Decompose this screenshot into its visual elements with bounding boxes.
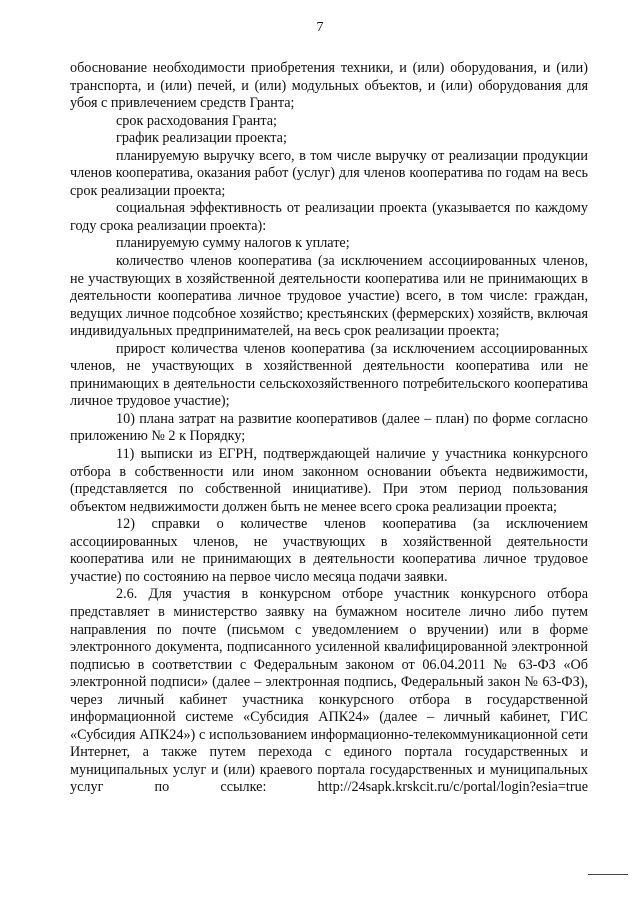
paragraph-item-10: 10) плана затрат на развитие кооперативов (далее – план) по форме согласно приложению № 2 к Порядку; bbox=[70, 410, 588, 445]
footer-rule bbox=[588, 874, 628, 875]
paragraph-justification-continued: обоснование необходимости приобретения техники, и (или) оборудования, и (или) транспорта, и (или) печей, и (или) модульных объектов, и (или) оборудования для убоя с привлечением средств Гранта; bbox=[70, 60, 588, 112]
paragraph-members-count: количество членов кооператива (за исключением ассоциированных членов, не участвующих в хозяйственной деятельности кооператива или не принимающих в деятельности кооператива личное трудовое участие) всего, в том числе: граждан, ведущих личное подсобное хозяйство; крестьянских (фермерских) хозяйств, включая индивидуальных предпринимателей, на весь срок реализации проекта; bbox=[70, 253, 588, 340]
paragraph-social-efficiency: социальная эффективность от реализации проекта (указывается по каждому году срока реализации проекта): bbox=[70, 200, 588, 234]
paragraph-project-schedule: график реализации проекта; bbox=[116, 130, 287, 147]
paragraph-section-2-6: 2.6. Для участия в конкурсном отборе участник конкурсного отбора представляет в министерство заявку на бумажном носителе лично либо путем направления по почте (письмом с уведомлением о вручении) или в форме электронного документа, подписанного усиленной квалифицированной электронной подписью в соответствии с Федеральным законом от 06.04.2011 № 63-ФЗ «Об электронной подписи» (далее – электронная подпись, Федеральный закон № 63-ФЗ), через личный кабинет участника конкурсного отбора в государственной информационной системе «Субсидия АПК24» (далее – личный кабинет, ГИС «Субсидия АПК24») с использованием информационно-телекоммуникационной сети Интернет, а также путем перехода с единого портала государственных и муниципальных услуг и (или) краевого портала государственных и муниципальных услуг по ссылке: http://24sapk.krskcit.ru/c/portal/login?esia=true bbox=[70, 586, 588, 796]
paragraph-planned-taxes: планируемую сумму налогов к уплате; bbox=[116, 235, 350, 252]
page-number: 7 bbox=[316, 20, 324, 35]
paragraph-grant-spending-period: срок расходования Гранта; bbox=[116, 112, 277, 129]
paragraph-members-growth: прирост количества членов кооператива (за исключением ассоциированных членов, не участвующих в хозяйственной деятельности кооператива или не принимающих в деятельности сельскохозяйственного потребительского кооператива личное трудовое участие); bbox=[70, 340, 588, 410]
document-body bbox=[70, 60, 588, 797]
paragraph-planned-revenue: планируемую выручку всего, в том числе выручку от реализации продукции членов кооператива, оказания работ (услуг) для членов кооператива по годам на весь срок реализации проекта; bbox=[70, 147, 588, 199]
paragraph-item-12: 12) справки о количестве членов кооператива (за исключением ассоциированных членов, не участвующих в хозяйственной деятельности кооператива или не принимающих в деятельности кооператива личное трудовое участие) по состоянию на первое число месяца подачи заявки. bbox=[70, 516, 588, 585]
paragraph-item-11: 11) выписки из ЕГРН, подтверждающей наличие у участника конкурсного отбора в собственности или ином законном основании объекта недвижимости, (представляется по собственной инициативе). При этом период пользования объектом недвижимости должен быть не менее всего срока реализации проекта; bbox=[70, 446, 588, 515]
